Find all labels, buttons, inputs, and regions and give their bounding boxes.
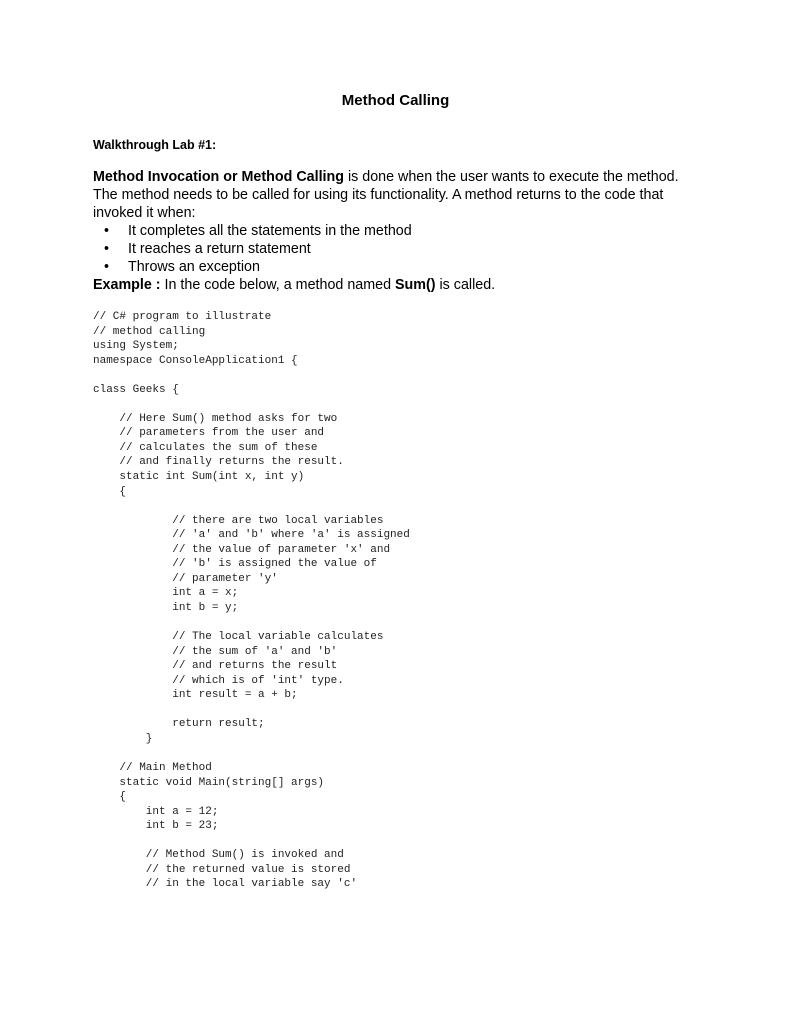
code-line: // Main Method [93,761,212,774]
code-line: int b = 23; [93,820,219,833]
code-line: // calculates the sum of these [93,441,318,454]
code-line: int a = x; [93,587,239,600]
code-line [93,368,733,383]
example-label: Example : [93,277,161,293]
example-text-after: is called. [435,277,496,293]
example-paragraph [93,276,693,294]
bullet-item: • It reaches a return statement [93,240,693,258]
bullet-item: • Throws an exception [93,258,693,276]
code-line: { [93,791,127,804]
code-line: // the returned value is stored [93,863,351,876]
bullet-item: • It completes all the statements in the method [93,222,693,240]
code-line: // method calling [93,325,206,338]
code-line: // in the local variable say 'c' [93,878,358,891]
code-line [93,746,733,761]
code-line: { [93,485,127,498]
code-line: // which is of 'int' type. [93,674,344,687]
code-line: static int Sum(int x, int y) [93,471,305,484]
code-line: int result = a + b; [93,689,298,702]
code-line: // Method Sum() is invoked and [93,849,344,862]
code-line: // 'a' and 'b' where 'a' is assigned [93,529,410,542]
code-line: // The local variable calculates [93,631,384,644]
lab-subtitle: Walkthrough Lab #1: [93,138,217,152]
code-line: int a = 12; [93,805,219,818]
code-line: // and finally returns the result. [93,456,344,469]
code-line: // parameter 'y' [93,572,278,585]
code-line: return result; [93,718,265,731]
code-line [93,615,733,630]
page-title: Method Calling [341,92,450,109]
code-line [93,499,733,514]
code-line: // C# program to illustrate [93,311,272,323]
code-line: class Geeks { [93,383,179,396]
code-line: // the value of parameter 'x' and [93,543,391,556]
code-line [93,703,733,718]
example-text-before: In the code below, a method named [160,277,396,293]
code-line [93,834,733,849]
bullet-list [93,222,693,276]
code-line [93,397,733,412]
code-line: // parameters from the user and [93,427,325,440]
code-line: // the sum of 'a' and 'b' [93,645,338,658]
code-line: } [93,732,153,745]
intro-paragraph [93,168,693,222]
code-line: using System; [93,340,179,353]
code-line: // 'b' is assigned the value of [93,558,377,571]
code-line: // there are two local variables [93,514,384,527]
code-block [93,310,733,892]
intro-section [93,168,693,294]
example-method-name: Sum() [395,277,436,293]
code-line: namespace ConsoleApplication1 { [93,354,298,367]
code-line: // and returns the result [93,660,338,673]
code-line: int b = y; [93,601,239,614]
intro-term: Method Invocation or Method Calling [93,169,344,185]
intro-text: is done when the user wants to execute the method. The method needs to be called for using its functionality. A method returns to the code that invoked it when: [93,169,679,221]
code-line: // Here Sum() method asks for two [93,412,338,425]
code-line: static void Main(string[] args) [93,776,325,789]
